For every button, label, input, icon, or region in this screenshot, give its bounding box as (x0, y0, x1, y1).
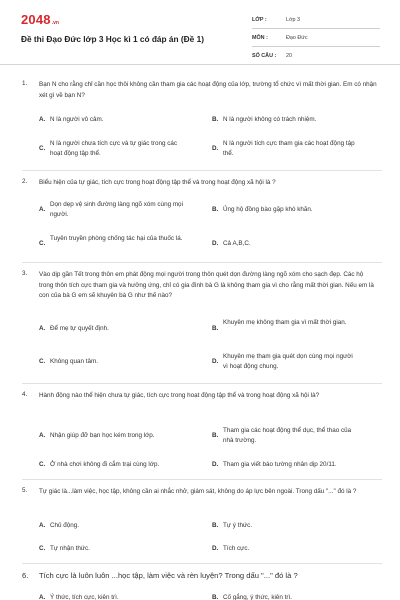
question-number: 5. (22, 487, 28, 494)
question-divider (22, 170, 382, 171)
option-text: N là người chưa tích cực và tự giác trong các hoạt động tập thể. (50, 140, 178, 157)
option-text: Nhận giúp đỡ bạn học kém trong lớp. (50, 432, 155, 439)
question-number: 2. (22, 178, 28, 185)
meta-label: MÔN : (252, 35, 268, 41)
option-text: Chủ động. (50, 522, 80, 529)
question-text: Bạn N cho rằng chỉ cần học thôi không cần tham gia các hoạt động của lớp, trường tổ chức vì mất thời gian. Em có nhận xét gì về bạn N? (39, 81, 377, 99)
option-text: Khuyên mẹ tham gia quét dọn cùng mọi người vì hoạt động chung. (223, 353, 353, 370)
option-text: Không quan tâm. (50, 358, 98, 365)
option-letter: B. (212, 325, 219, 332)
option-text: Tự nhận thức. (50, 545, 90, 552)
option-letter: A. (39, 325, 46, 332)
question-number: 3. (22, 270, 28, 277)
meta-label: SỐ CÂU : (252, 53, 277, 59)
option-letter: B. (212, 522, 219, 529)
logo-main-text: 2048 (21, 12, 51, 27)
option-letter: C. (39, 358, 46, 365)
meta-value: Đạo Đức (286, 35, 308, 41)
meta-value: Lớp 3 (286, 17, 301, 23)
logo-sub-text: .vn (51, 20, 59, 26)
question-number: 1. (22, 80, 28, 87)
option-letter: A. (39, 116, 46, 123)
question-divider (22, 262, 382, 263)
option-text: Ủng hộ đồng bào gặp khó khăn. (223, 206, 313, 213)
meta-label: LỚP : (252, 17, 267, 23)
option-text: Tích cực. (223, 545, 250, 552)
option-letter: D. (212, 461, 219, 468)
question-text: Tích cực là luôn luôn ...học tập, làm việc và rèn luyện? Trong dấu "..." đó là ? (39, 571, 298, 580)
option-letter: A. (39, 432, 46, 439)
option-letter: D. (212, 545, 219, 552)
question-text: Vào dịp gần Tết trong thôn em phát động mọi người trong thôn quét dọn đường làng ngõ xóm cho sạch đẹp. Các hộ trong thôn tích cực tham gia và hưởng ứng, chỉ có gia đình bà G là không tham gia vì cho rằng mất thời gian. Nếu em là con của bà G em sẽ khuyên bà G như thế nào? (39, 271, 374, 299)
option-text: Tuyên truyền phòng chống tác hại của thuốc lá. (50, 235, 183, 242)
meta-value: 20 (286, 53, 292, 59)
option-text: Ý thức, tích cực, kiên trì. (50, 594, 119, 600)
option-letter: C. (39, 545, 46, 552)
option-letter: D. (212, 358, 219, 365)
question-divider (22, 563, 382, 564)
question-divider (22, 383, 382, 384)
option-text: Cả A,B,C. (223, 240, 251, 247)
question-number: 4. (22, 391, 28, 398)
option-text: Tham gia viết báo tường nhân dịp 20/11. (223, 461, 337, 468)
option-letter: A. (39, 594, 46, 600)
exam-meta-table (252, 14, 380, 65)
meta-row-count (252, 50, 380, 65)
option-letter: B. (212, 594, 219, 600)
option-text: Cố gắng, ý thức, kiên trì. (223, 594, 292, 600)
option-text: Ở nhà chơi không đi cắm trại cùng lớp. (50, 461, 160, 468)
option-letter: D. (212, 240, 219, 247)
page-header (0, 0, 400, 62)
option-letter: C. (39, 461, 46, 468)
question-number: 6. (22, 571, 29, 580)
option-letter: B. (212, 116, 219, 123)
option-letter: D. (212, 145, 219, 152)
option-letter: A. (39, 522, 46, 529)
option-text: N là người tích cực tham gia các hoạt động tập thể. (223, 140, 355, 157)
option-text: N là người không có trách nhiệm. (223, 116, 317, 123)
option-letter: C. (39, 240, 46, 247)
option-text: Khuyên mẹ không tham gia vì mất thời gian. (223, 319, 347, 326)
option-letter: C. (39, 145, 46, 152)
header-divider (0, 64, 400, 65)
option-letter: B. (212, 432, 219, 439)
meta-row-class (252, 14, 380, 29)
option-text: Dọn dẹp vệ sinh đường làng ngõ xóm cùng mọi người. (50, 201, 183, 218)
option-text: Tham gia các hoạt động thể dục, thể thao của nhà trường. (223, 427, 352, 444)
question-text: Biểu hiện của tự giác, tích cực trong hoạt động tập thể và trong hoạt động xã hội là ? (39, 179, 276, 186)
option-text: Để mẹ tự quyết định. (50, 325, 109, 332)
option-letter: B. (212, 206, 219, 213)
question-divider (22, 479, 382, 480)
meta-row-subject (252, 32, 380, 47)
option-text: Tự ý thức. (223, 522, 253, 529)
site-logo[interactable] (21, 12, 59, 26)
question-text: Tự giác là...làm việc, học tập, không cần ai nhắc nhở, giám sát, không do áp lực bên ngoài. Trong dấu "..." đó là ? (39, 488, 357, 495)
option-letter: A. (39, 206, 46, 213)
option-text: N là người vô cảm. (50, 116, 104, 123)
question-text: Hành động nào thể hiện chưa tự giác, tích cực trong hoạt động tập thể và trong hoạt động xã hội là? (39, 392, 320, 399)
page-title: Đề thi Đạo Đức lớp 3 Học kì 1 có đáp án (Đề 1) (21, 34, 204, 44)
